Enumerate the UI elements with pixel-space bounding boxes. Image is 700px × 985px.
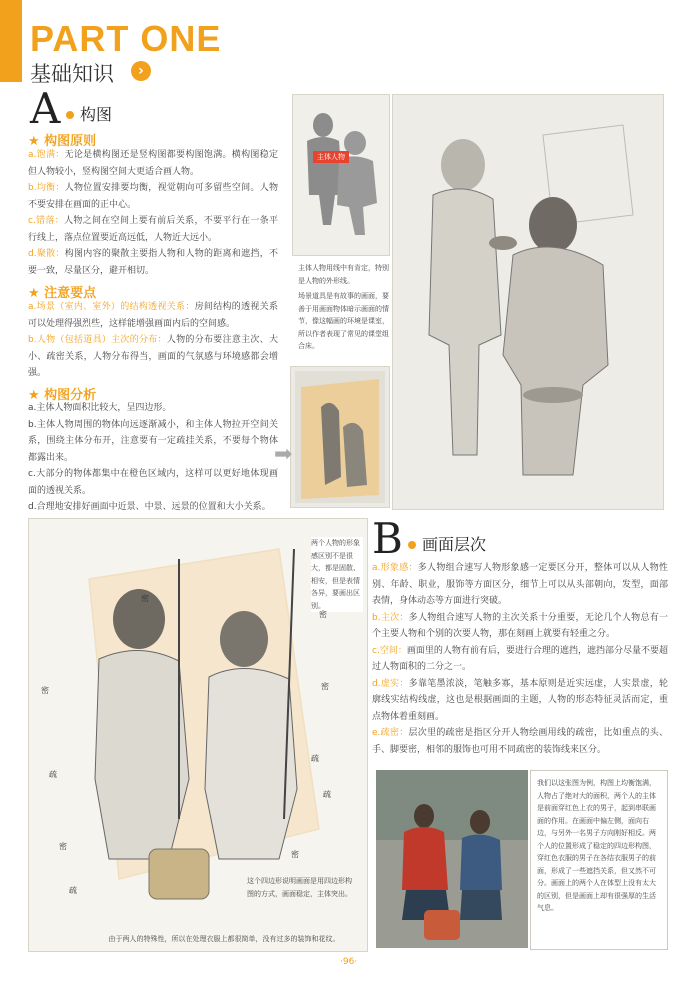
notes-list bbox=[28, 299, 278, 382]
density-label: 密 bbox=[41, 686, 49, 695]
hierarchy-item: e.疏密：层次里的疏密是指区分开人物绘画用线的疏密，比如重点的头、手、脚要密，相邻的服饰也可用不同疏密的装饰线来区分。 bbox=[372, 728, 668, 755]
density-label: 密 bbox=[59, 842, 67, 851]
analysis-item: c.大部分的物体都集中在橙色区域内，这样可以更好地体现画面的透视关系。 bbox=[28, 469, 278, 496]
density-label: 密 bbox=[141, 594, 149, 603]
figure-caption: 由于两人的特殊性，所以在处理衣服上都很简单，没有过多的装饰和花纹。 bbox=[108, 935, 340, 943]
analysis-heading: ★ 构图分析 bbox=[28, 388, 97, 403]
photo-note: 我们以这张图为例，构图上均衡饱满，人物占了绝对大的面积，两个人的主体是前面穿红色上衣的男子，起到串联画面的作用。在画面中偏左侧，面向右边，与另外一名男子方向刚好相反。两个人的位置形成了稳定的四边形构图，穿红色衣服的男子在各结衣服男子的前面，形成了一些遮挡关系，但又然不可分。画面上的两个人在体型上没有太大的区别，但是画面上却有很强厚的生活气息。 bbox=[537, 779, 656, 912]
analysis-item: a.主体人物面积比较大，呈四边形。 bbox=[28, 403, 172, 413]
note-item: b.人物（包括道具）主次的分布：人物的分布要注意主次、大小、疏密关系，人物分布得当，画面的气氛感与环境感都会增强。 bbox=[28, 335, 278, 378]
hierarchy-item: a.形象感：多人物组合速写人物形象感一定要区分开，整体可以从人物性别、年龄、职业，服饰等方面区分，细节上可以从头部朝向，发型，面部表情，身体动态等方面进行突破。 bbox=[372, 563, 668, 606]
chapter-subtitle: 基础知识 bbox=[30, 62, 114, 86]
density-label: 密 bbox=[321, 682, 329, 691]
callout-top: 两个人物的形象感区别不是很大，都是固散、相安，但是表情各异，要画出区别。 bbox=[311, 537, 363, 612]
density-label: 密 bbox=[291, 850, 299, 859]
principle-item: a.饱满：无论是横构图还是竖构图都要构图饱满。横构图稳定但人物较小，竖构图空间大更适合画人物。 bbox=[28, 150, 278, 177]
page-number: ·96· bbox=[340, 957, 358, 967]
figure-note-2: 场景道具是有故事的画面，要善于用画面物体暗示画面的情节，像这幅画的环境是课室，所以作者表现了常见的课堂组合床。 bbox=[298, 292, 389, 350]
sparse-label: 疏 bbox=[323, 790, 331, 799]
bullet-dot-icon bbox=[66, 111, 74, 119]
header-tab bbox=[0, 0, 22, 82]
note-item: a.场景（室内、室外）的结构透视关系：房间结构的透视关系可以处理得强烈些，这样能增强画面内后的空间感。 bbox=[28, 302, 278, 329]
section-b-title: 画面层次 bbox=[422, 535, 487, 554]
hierarchy-item: c.空间：画面里的人物有前有后，要进行合理的遮挡，遮挡部分尽量不要超过人物面积的二分之一。 bbox=[372, 645, 668, 672]
subject-label: 主体人物 bbox=[313, 151, 349, 163]
analysis-item: d.合理地安排好画面中近景、中景、远景的位置和大小关系。 bbox=[28, 502, 271, 512]
classroom-sketch bbox=[392, 94, 664, 510]
arrow-right-icon: ➡ bbox=[274, 442, 293, 467]
principle-item: b.均衡：人物位置安排要均衡，视觉朝向可多留些空间。人物不要安排在画面的正中心。 bbox=[28, 183, 278, 210]
principles-list bbox=[28, 147, 278, 279]
section-a-title: 构图 bbox=[80, 105, 113, 124]
sparse-label: 疏 bbox=[69, 886, 77, 895]
analysis-item: b.主体人物周围的物体向远逐渐减小，和主体人物拉开空间关系，围绕主体分布开，注意要有一定疏挂关系，不要每个物体都露出来。 bbox=[28, 419, 278, 463]
principle-item: c.错落：人物之间在空间上要有前后关系，不要平行在一条平行线上，落点位置要近高远低，人物近大远小。 bbox=[28, 216, 278, 243]
street-musicians-image bbox=[376, 770, 528, 948]
principles-heading: ★ 构图原则 bbox=[28, 134, 97, 149]
silhouette-image bbox=[293, 95, 389, 255]
callout-bottom: 这个四边形说明画面是用四边形构图的方式，画面稳定，主体突出。 bbox=[247, 877, 352, 898]
section-a-letter: A bbox=[30, 84, 61, 133]
hierarchy-list bbox=[372, 560, 668, 758]
sparse-label: 疏 bbox=[49, 770, 57, 779]
composition-thumbnail bbox=[290, 366, 390, 508]
sparse-label: 疏 bbox=[311, 754, 319, 763]
street-musicians-photo bbox=[376, 770, 528, 948]
part-title: PART ONE bbox=[30, 18, 222, 59]
bullet-dot-icon bbox=[408, 541, 416, 549]
hierarchy-item: d.虚实：多靠笔墨浓淡，笔触多寡，基本原则是近实远虚，人实景虚，轮廓线实结构线虚，这也是根据画面的主题，人物的形态特征灵活而定，重点物体着重刻画。 bbox=[372, 678, 668, 722]
hierarchy-item: b.主次：多人物组合速写人物的主次关系十分重要，无论几个人物总有一个主要人物和个别的次要人物，那在刻画上就要有轻重之分。 bbox=[372, 612, 668, 639]
classroom-sketch-image bbox=[393, 95, 663, 509]
chevron-right-icon: › bbox=[131, 61, 151, 81]
notes-heading: ★ 注意要点 bbox=[28, 286, 97, 301]
photo-note-box bbox=[530, 770, 668, 950]
section-b-letter: B bbox=[372, 514, 403, 563]
principle-item: d.聚散：构图内容的聚散主要指人物和人物的距离和遮挡，不要一致，尽量区分，避开相切。 bbox=[28, 249, 278, 276]
density-label: 密 bbox=[319, 610, 327, 619]
subject-silhouette-figure bbox=[292, 94, 390, 256]
analysis-list bbox=[28, 400, 278, 516]
erhu-players-sketch bbox=[28, 518, 368, 952]
composition-thumbnail-image bbox=[291, 367, 389, 507]
figure-note-1: 主体人物用线中有肯定，特别是人物的外形线。 bbox=[298, 264, 389, 285]
